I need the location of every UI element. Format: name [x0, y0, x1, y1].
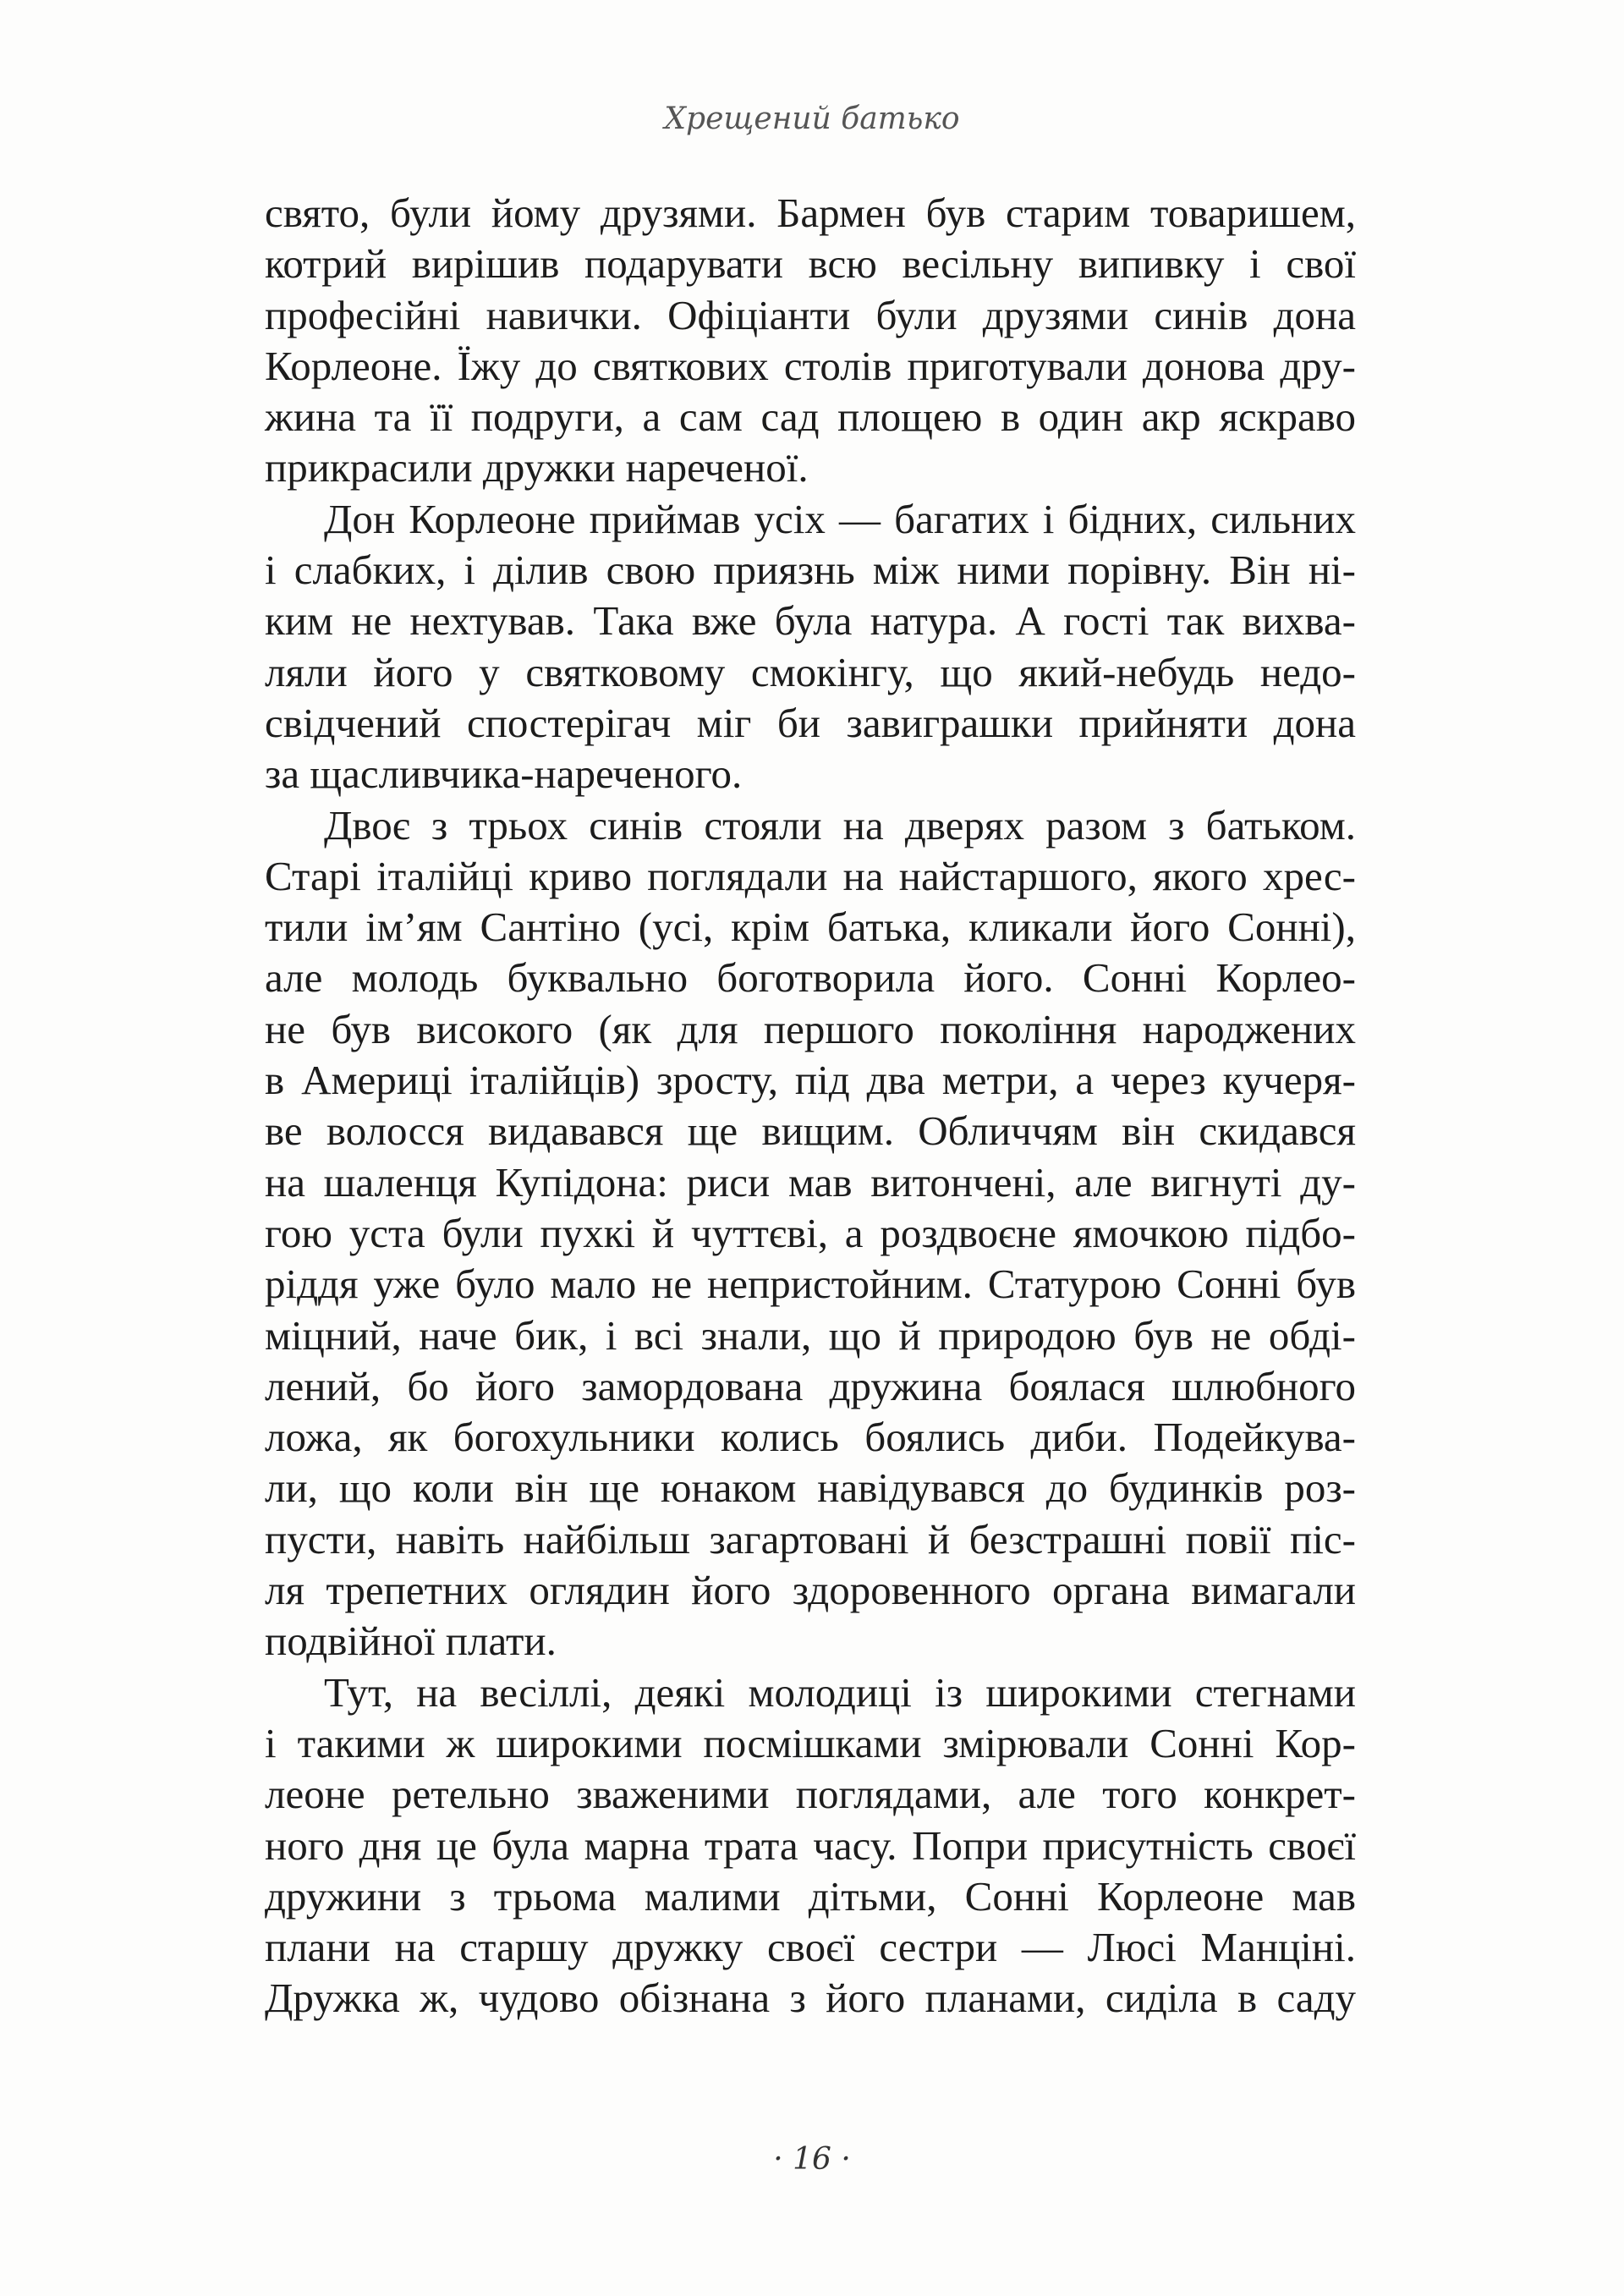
text-line: і слабких, і ділив свою приязнь між ними порівну. Він ні- — [265, 547, 1356, 594]
text-line: ріддя уже було мало не непристойним. Статурою Сонні був — [265, 1261, 1356, 1308]
text-line: котрий вирішив подарувати всю весільну випивку і свої — [265, 240, 1356, 288]
body-text — [265, 188, 1356, 2024]
text-line: жина та її подруги, а сам сад площею в один акр яскраво — [265, 393, 1356, 441]
text-line: професійні навички. Офіціанти були друзями синів дона — [265, 291, 1356, 338]
text-line: пусти, навіть найбільш загартовані й безстрашні повії піс- — [265, 1515, 1356, 1563]
text-line: Дружка ж, чудово обізнана з його планами, сиділа в саду — [265, 1975, 1356, 2022]
text-line: ким не нехтував. Така вже була натура. А гості так вихва- — [265, 597, 1356, 645]
text-line: дружини з трьома малими дітьми, Сонні Корлеоне мав — [265, 1872, 1356, 1920]
text-line: ложа, як богохульники колись боялись диби. Подейкува- — [265, 1414, 1356, 1461]
text-line: в Америці італійців) зросту, під два метри, а через кучеря- — [265, 1057, 1356, 1104]
text-line: Старі італійці криво поглядали на найстаршого, якого хрес- — [265, 852, 1356, 899]
text-line: Тут, на весіллі, деякі молодиці із широкими стегнами — [324, 1668, 1356, 1716]
text-line: плани на старшу дружку своєї сестри — Люсі Манціні. — [265, 1924, 1356, 1971]
text-line: не був високого (як для першого покоління народжених — [265, 1005, 1356, 1052]
running-head: Хрещений батько — [664, 102, 960, 136]
text-line: ве волосся видавався ще вищим. Обличчям він скидався — [265, 1107, 1356, 1155]
text-line: на шаленця Купідона: риси мав витончені, але вигнуті ду- — [265, 1158, 1356, 1206]
text-line: прикрасили дружки нареченої. — [265, 444, 809, 492]
text-line: гою уста були пухкі й чуттєві, а роздвоєне ямочкою підбо- — [265, 1209, 1356, 1256]
text-line: але молодь буквально боготворила його. Сонні Корлео- — [265, 954, 1356, 1002]
text-line: ля трепетних оглядин його здоровенного органа вимагали — [265, 1567, 1356, 1614]
text-line: і такими ж широкими посмішками змірювали Сонні Кор- — [265, 1719, 1356, 1766]
text-line: Двоє з трьох синів стояли на дверях разом з батьком. — [324, 801, 1356, 849]
text-line: лений, бо його замордована дружина боялася шлюбного — [265, 1362, 1356, 1409]
text-line: леоне ретельно зваженими поглядами, але того конкрет- — [265, 1771, 1356, 1818]
text-line: свято, були йому друзями. Бармен був старим товаришем, — [265, 190, 1356, 236]
text-line: міцний, наче бик, і всі знали, що й природою був не обді- — [265, 1311, 1356, 1359]
text-line: за щасливчика-нареченого. — [265, 750, 743, 798]
text-line: ного дня це була марна трата часу. Попри присутність своєї — [265, 1821, 1356, 1869]
text-line: подвійної плати. — [265, 1618, 557, 1665]
text-line: Дон Корлеоне приймав усіх — багатих і бідних, сильних — [324, 495, 1356, 542]
text-line: ли, що коли він ще юнаком навідувався до будинків роз- — [265, 1464, 1356, 1512]
text-line: Корлеоне. Їжу до святкових столів приготували донова дру- — [265, 342, 1356, 389]
text-line: тили ім’ям Сантіно (усі, крім батька, кликали його Сонні), — [265, 904, 1356, 951]
text-line: ляли його у святковому смокінгу, що який-небудь недо- — [265, 648, 1356, 695]
page-number: · 16 · — [773, 2142, 851, 2177]
text-line: свідчений спостерігач міг би завиграшки прийняти дона — [265, 699, 1356, 746]
